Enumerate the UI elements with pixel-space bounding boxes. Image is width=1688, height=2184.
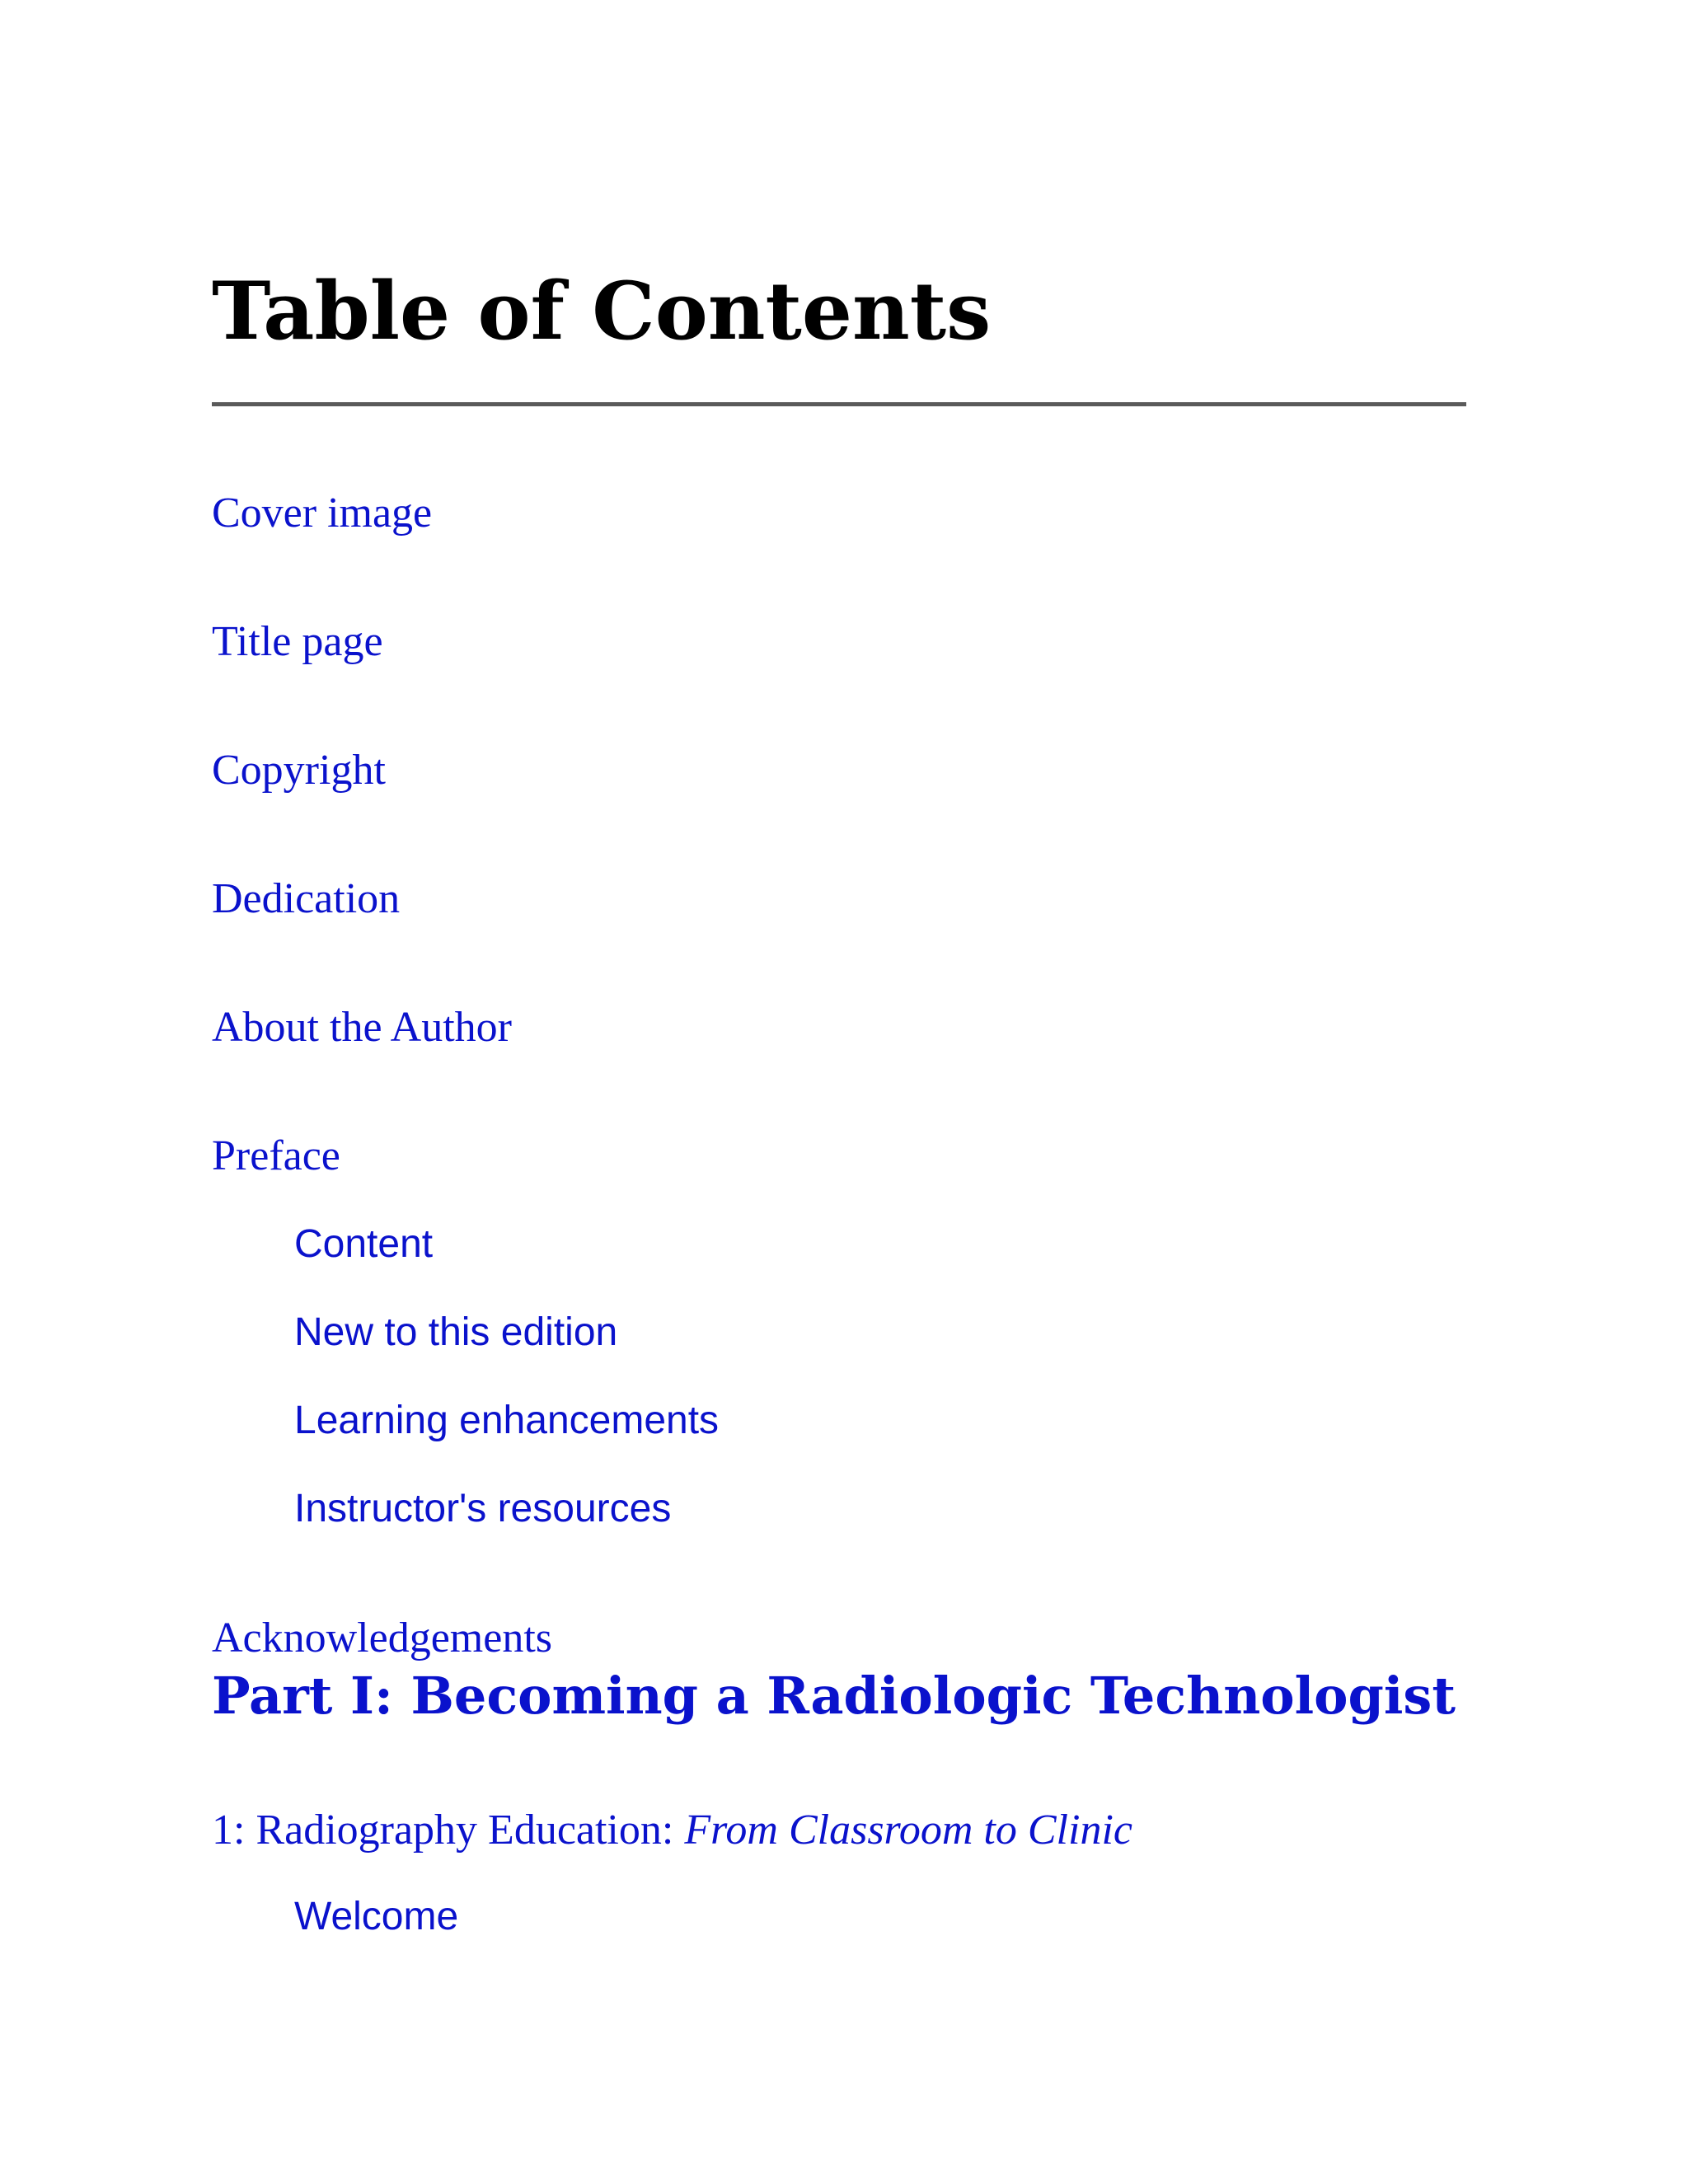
toc-link-title-page[interactable]: Title page: [212, 618, 383, 665]
chapter-1-title: 1: Radiography Education:: [212, 1807, 685, 1854]
toc-link-acknowledgements[interactable]: Acknowledgements: [212, 1615, 553, 1661]
toc-link-preface-content[interactable]: Content: [294, 1222, 434, 1266]
toc-link-instructors-resources[interactable]: Instructor's resources: [294, 1487, 672, 1530]
title-divider: [212, 402, 1466, 406]
toc-link-new-to-this-edition[interactable]: New to this edition: [294, 1310, 618, 1354]
toc-link-cover-image[interactable]: Cover image: [212, 490, 433, 537]
page-title: Table of Contents: [212, 265, 992, 358]
toc-link-copyright[interactable]: Copyright: [212, 747, 386, 794]
toc-link-part-1[interactable]: Part I: Becoming a Radiologic Technologist: [212, 1666, 1456, 1726]
toc-link-welcome[interactable]: Welcome: [294, 1895, 459, 1938]
toc-link-chapter-1[interactable]: [212, 1809, 1132, 1852]
toc-link-dedication[interactable]: Dedication: [212, 875, 401, 922]
toc-link-learning-enhancements[interactable]: Learning enhancements: [294, 1399, 720, 1442]
toc-link-preface[interactable]: Preface: [212, 1132, 340, 1179]
toc-link-about-the-author[interactable]: About the Author: [212, 1004, 512, 1051]
chapter-1-subtitle: From Classroom to Clinic: [684, 1807, 1132, 1854]
